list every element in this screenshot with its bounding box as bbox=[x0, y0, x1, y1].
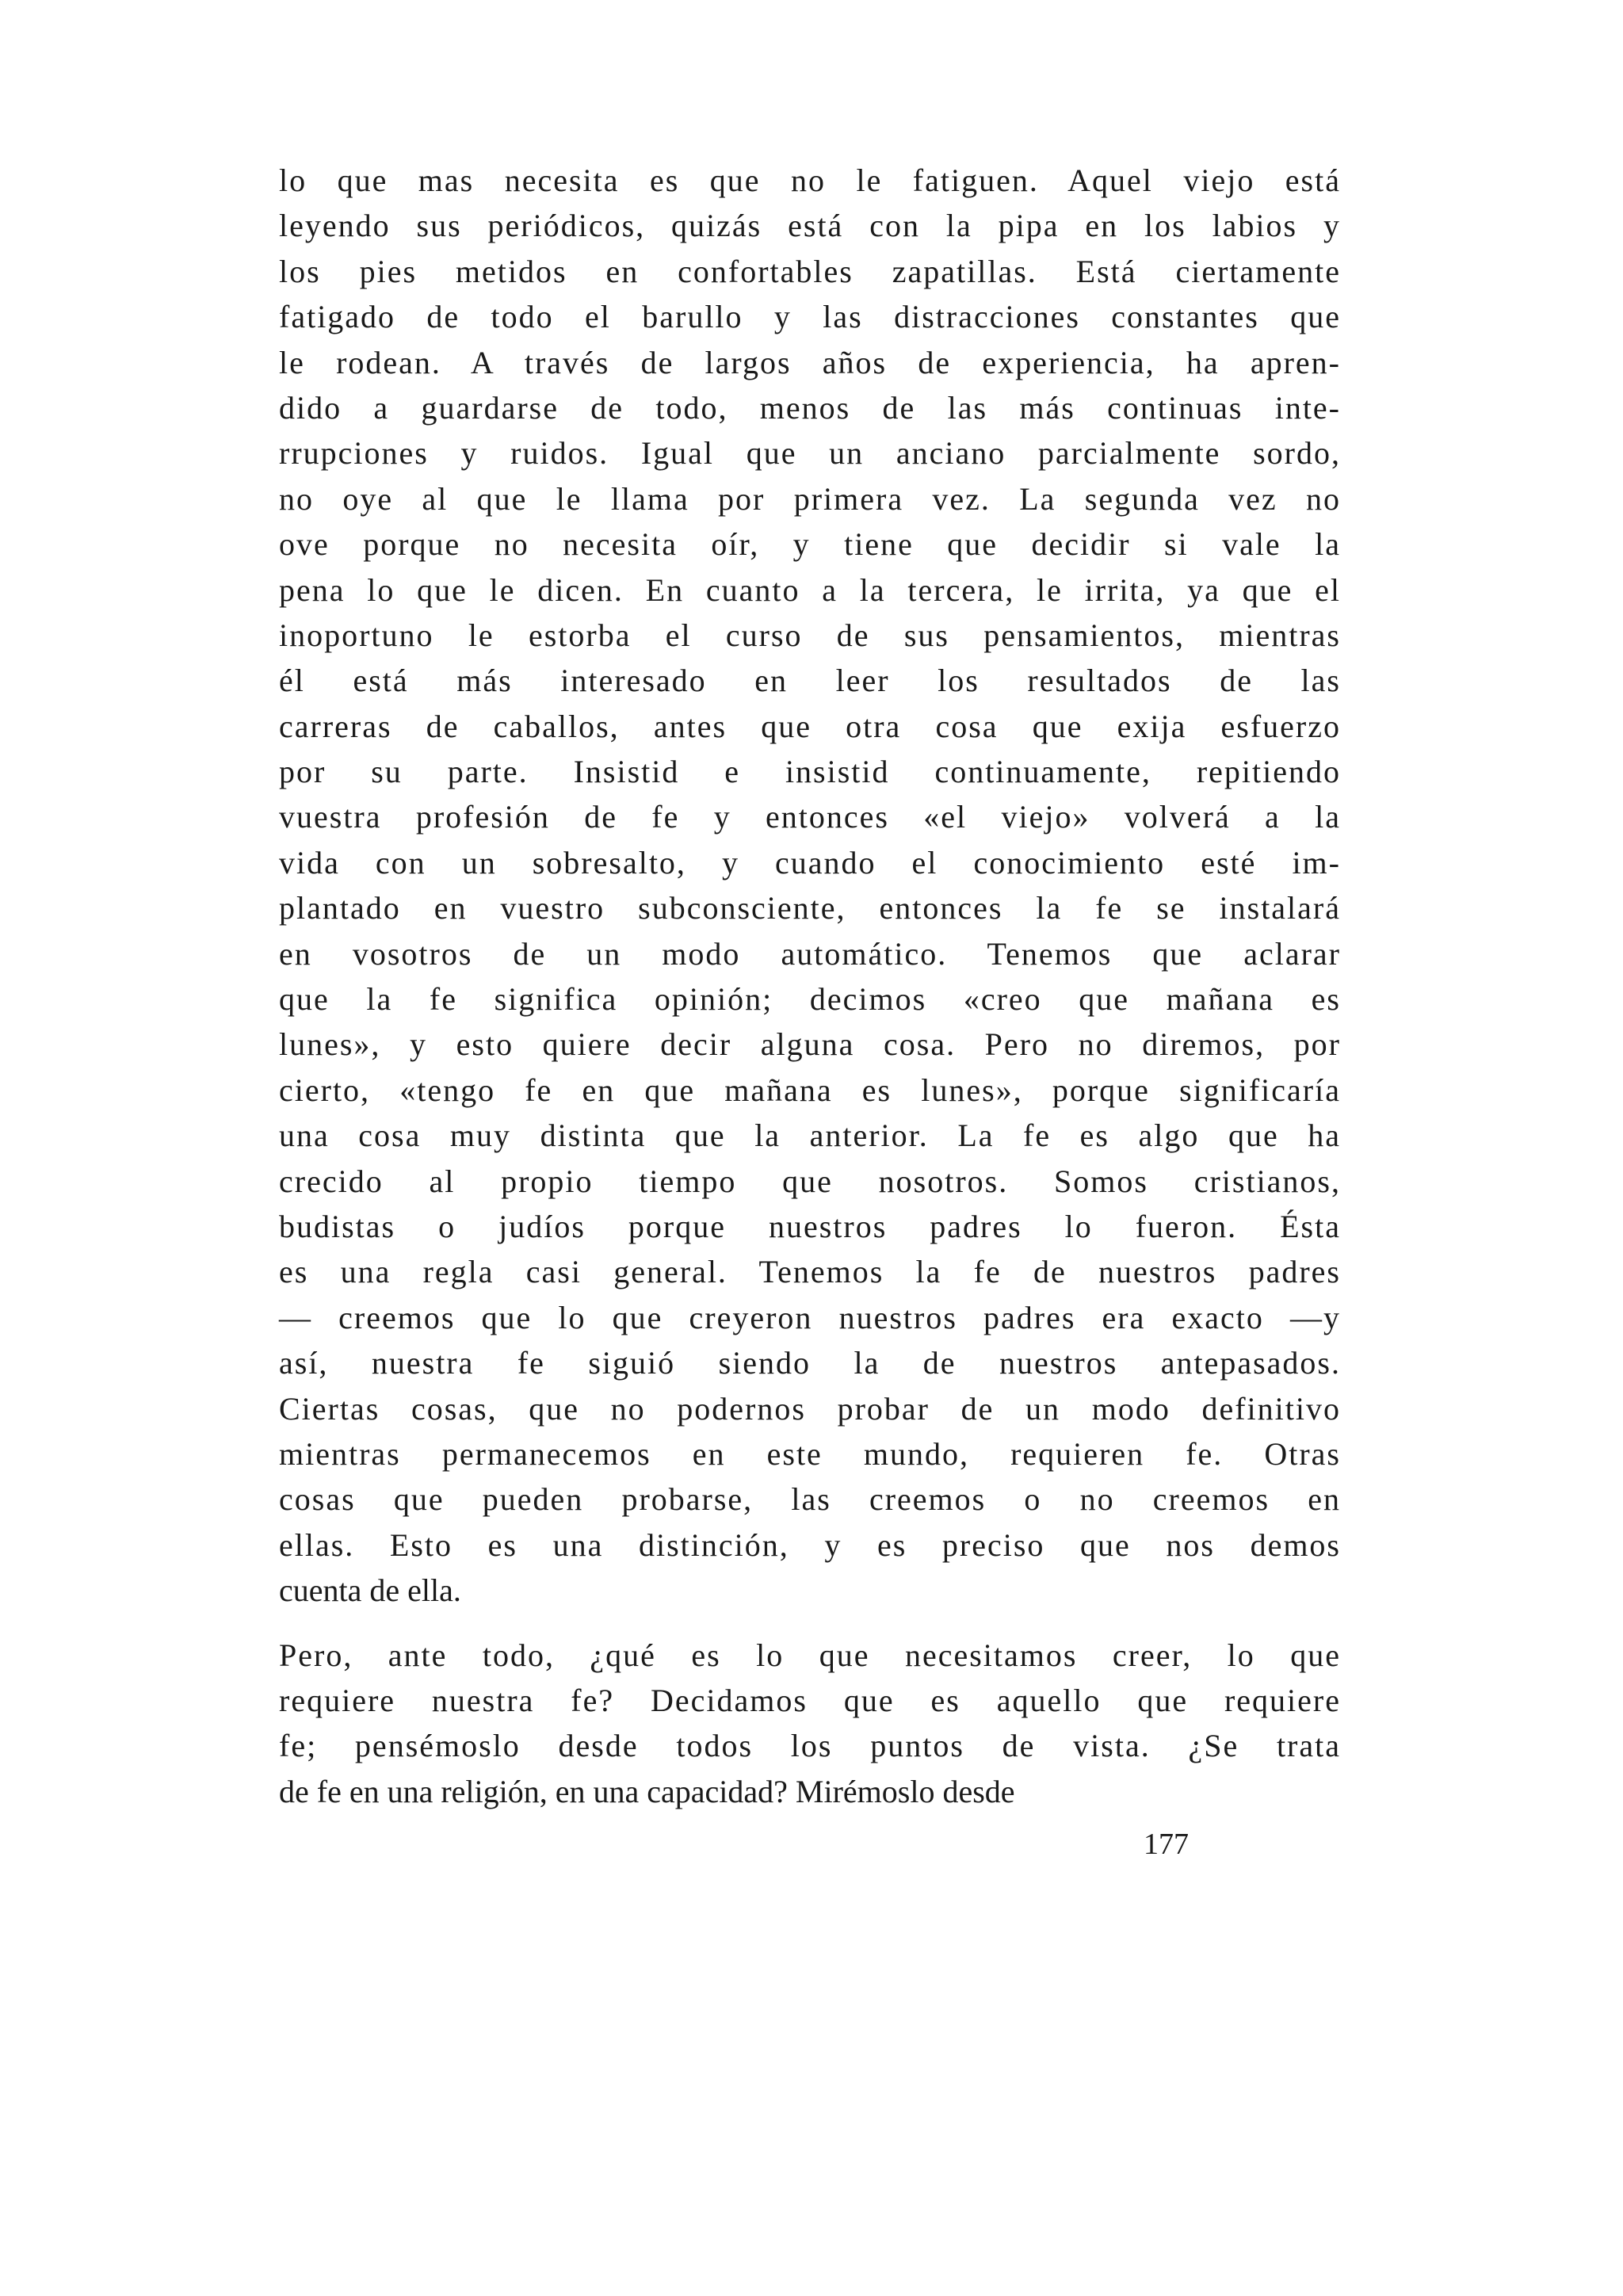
text-line: una cosa muy distinta que la anterior. La fe es algo que ha bbox=[279, 1117, 1341, 1154]
text-line: no oye al que le llama por primera vez. La segunda vez no bbox=[279, 480, 1341, 517]
paragraph-1 bbox=[279, 158, 1341, 1614]
text-line: cosas que pueden probarse, las creemos o no creemos en bbox=[279, 1481, 1341, 1518]
text-line: ove porque no necesita oír, y tiene que decidir si vale la bbox=[279, 526, 1341, 563]
text-line: ellas. Esto es una distinción, y es preciso que nos demos bbox=[279, 1526, 1341, 1563]
text-line: fe; pensémoslo desde todos los puntos de vista. ¿Se trata bbox=[279, 1728, 1341, 1764]
text-line: — creemos que lo que creyeron nuestros padres era exacto —y bbox=[279, 1299, 1341, 1335]
paragraph-2 bbox=[279, 1633, 1341, 1815]
paragraph-spacer bbox=[279, 1614, 1341, 1633]
text-line: los pies metidos en confortables zapatillas. Está ciertamente bbox=[279, 253, 1341, 289]
text-line: leyendo sus periódicos, quizás está con la pipa en los labios y bbox=[279, 208, 1341, 244]
text-line: en vosotros de un modo automático. Tenemos que aclarar bbox=[279, 935, 1341, 972]
text-line: plantado en vuestro subconsciente, entonces la fe se instalará bbox=[279, 890, 1341, 926]
text-line: Ciertas cosas, que no podernos probar de un modo definitivo bbox=[279, 1390, 1341, 1427]
text-line: lunes», y esto quiere decir alguna cosa. Pero no diremos, por bbox=[279, 1026, 1341, 1063]
text-line: carreras de caballos, antes que otra cosa que exija esfuerzo bbox=[279, 708, 1341, 744]
text-line: pena lo que le dicen. En cuanto a la tercera, le irrita, ya que el bbox=[279, 571, 1341, 608]
text-line: mientras permanecemos en este mundo, requieren fe. Otras bbox=[279, 1435, 1341, 1472]
text-line: cierto, «tengo fe en que mañana es lunes», porque significaría bbox=[279, 1072, 1341, 1108]
text-line: dido a guardarse de todo, menos de las más continuas inte- bbox=[279, 389, 1341, 426]
text-line: vida con un sobresalto, y cuando el conocimiento esté im- bbox=[279, 844, 1341, 881]
text-line: le rodean. A través de largos años de experiencia, ha apren- bbox=[279, 344, 1341, 380]
text-line: Pero, ante todo, ¿qué es lo que necesitamos creer, lo que bbox=[279, 1637, 1341, 1673]
text-line: vuestra profesión de fe y entonces «el viejo» volverá a la bbox=[279, 799, 1341, 835]
text-line: de fe en una religión, en una capacidad? Mirémoslo desde bbox=[279, 1773, 1015, 1809]
text-line: rrupciones y ruidos. Igual que un anciano parcialmente sordo, bbox=[279, 435, 1341, 472]
text-line: es una regla casi general. Tenemos la fe de nuestros padres bbox=[279, 1254, 1341, 1290]
text-line: requiere nuestra fe? Decidamos que es aquello que requiere bbox=[279, 1682, 1341, 1718]
text-line: cuenta de ella. bbox=[279, 1572, 461, 1609]
page-body bbox=[279, 158, 1341, 1814]
text-line: así, nuestra fe siguió siendo la de nuestros antepasados. bbox=[279, 1345, 1341, 1381]
text-line: crecido al propio tiempo que nosotros. Somos cristianos, bbox=[279, 1163, 1341, 1199]
text-line: que la fe significa opinión; decimos «creo que mañana es bbox=[279, 981, 1341, 1018]
text-line: budistas o judíos porque nuestros padres lo fueron. Ésta bbox=[279, 1208, 1341, 1244]
text-line: él está más interesado en leer los resultados de las bbox=[279, 663, 1341, 699]
text-line: por su parte. Insistid e insistid continuamente, repitiendo bbox=[279, 754, 1341, 790]
text-line: inoportuno le estorba el curso de sus pensamientos, mientras bbox=[279, 617, 1341, 653]
page-number: 177 bbox=[1144, 1828, 1189, 1861]
text-line: fatigado de todo el barullo y las distracciones constantes que bbox=[279, 299, 1341, 335]
text-line: lo que mas necesita es que no le fatiguen. Aquel viejo está bbox=[279, 162, 1341, 198]
